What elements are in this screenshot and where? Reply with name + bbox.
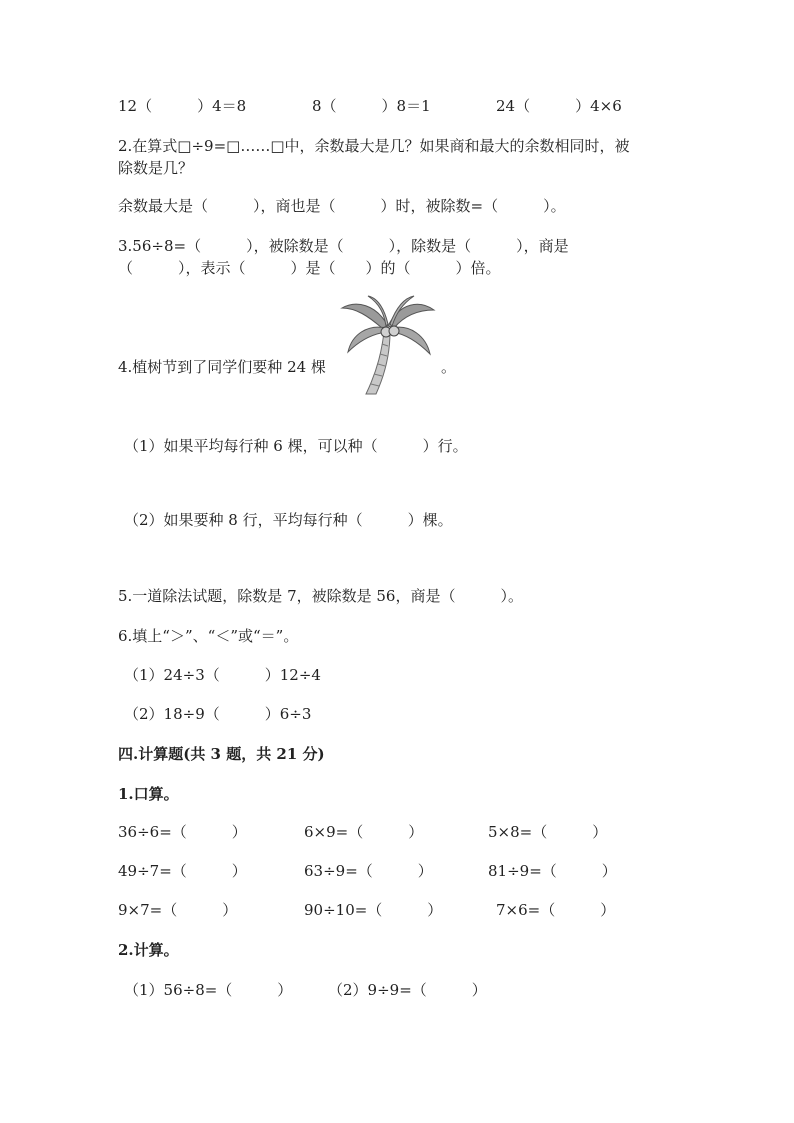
section4-q1-title: 1.口算。 — [118, 785, 179, 803]
section4-title: 四.计算题(共 3 题，共 21 分) — [118, 745, 325, 763]
q3-line1: 3.56÷8=（ ），被除数是（ ），除数是（ ），商是 — [118, 237, 569, 255]
q4-sub1: （1）如果平均每行种 6 棵，可以种（ ）行。 — [124, 437, 468, 455]
row1-expr-a: 12（ ）4＝8 — [118, 97, 247, 115]
q2-stem-line1: 2.在算式□÷9=□……□中，余数最大是几？如果商和最大的余数相同时，被 — [118, 137, 630, 155]
oral-calc-item: 7×6=（ ） — [496, 901, 616, 919]
oral-calc-item: 49÷7=（ ） — [118, 862, 247, 880]
oral-calc-item: 5×8=（ ） — [488, 823, 608, 841]
q4-stem-period: 。 — [441, 358, 457, 376]
oral-calc-item: 90÷10=（ ） — [304, 901, 443, 919]
oral-calc-item: 63÷9=（ ） — [304, 862, 433, 880]
q4-stem-text: 4.植树节到了同学们要种 24 棵 — [118, 358, 326, 376]
oral-calc-item: 9×7=（ ） — [118, 901, 238, 919]
oral-calc-item: 81÷9=（ ） — [488, 862, 617, 880]
oral-calc-item: 6×9=（ ） — [304, 823, 424, 841]
palm-tree-icon — [338, 294, 438, 398]
row1-expr-c: 24（ ）4×6 — [496, 97, 622, 115]
q2-answer-line: 余数最大是（ ），商也是（ ）时，被除数=（ ）。 — [118, 197, 566, 215]
calc-item: （2）9÷9=（ ） — [328, 981, 487, 999]
q4-sub2: （2）如果要种 8 行，平均每行种（ ）棵。 — [124, 511, 453, 529]
calc-item: （1）56÷8=（ ） — [124, 981, 293, 999]
q2-stem-line2: 除数是几？ — [118, 159, 194, 177]
q6-sub2: （2）18÷9（ ）6÷3 — [124, 705, 312, 723]
section4-q2-title: 2.计算。 — [118, 941, 179, 959]
q6-sub1: （1）24÷3（ ）12÷4 — [124, 666, 321, 684]
q3-line2: （ ），表示（ ）是（ ）的（ ）倍。 — [118, 259, 501, 277]
row1-expr-b: 8（ ）8＝1 — [312, 97, 431, 115]
q5-line: 5.一道除法试题，除数是 7，被除数是 56，商是（ ）。 — [118, 587, 523, 605]
q6-stem: 6.填上“＞”、“＜”或“＝”。 — [118, 627, 299, 645]
oral-calc-item: 36÷6=（ ） — [118, 823, 247, 841]
